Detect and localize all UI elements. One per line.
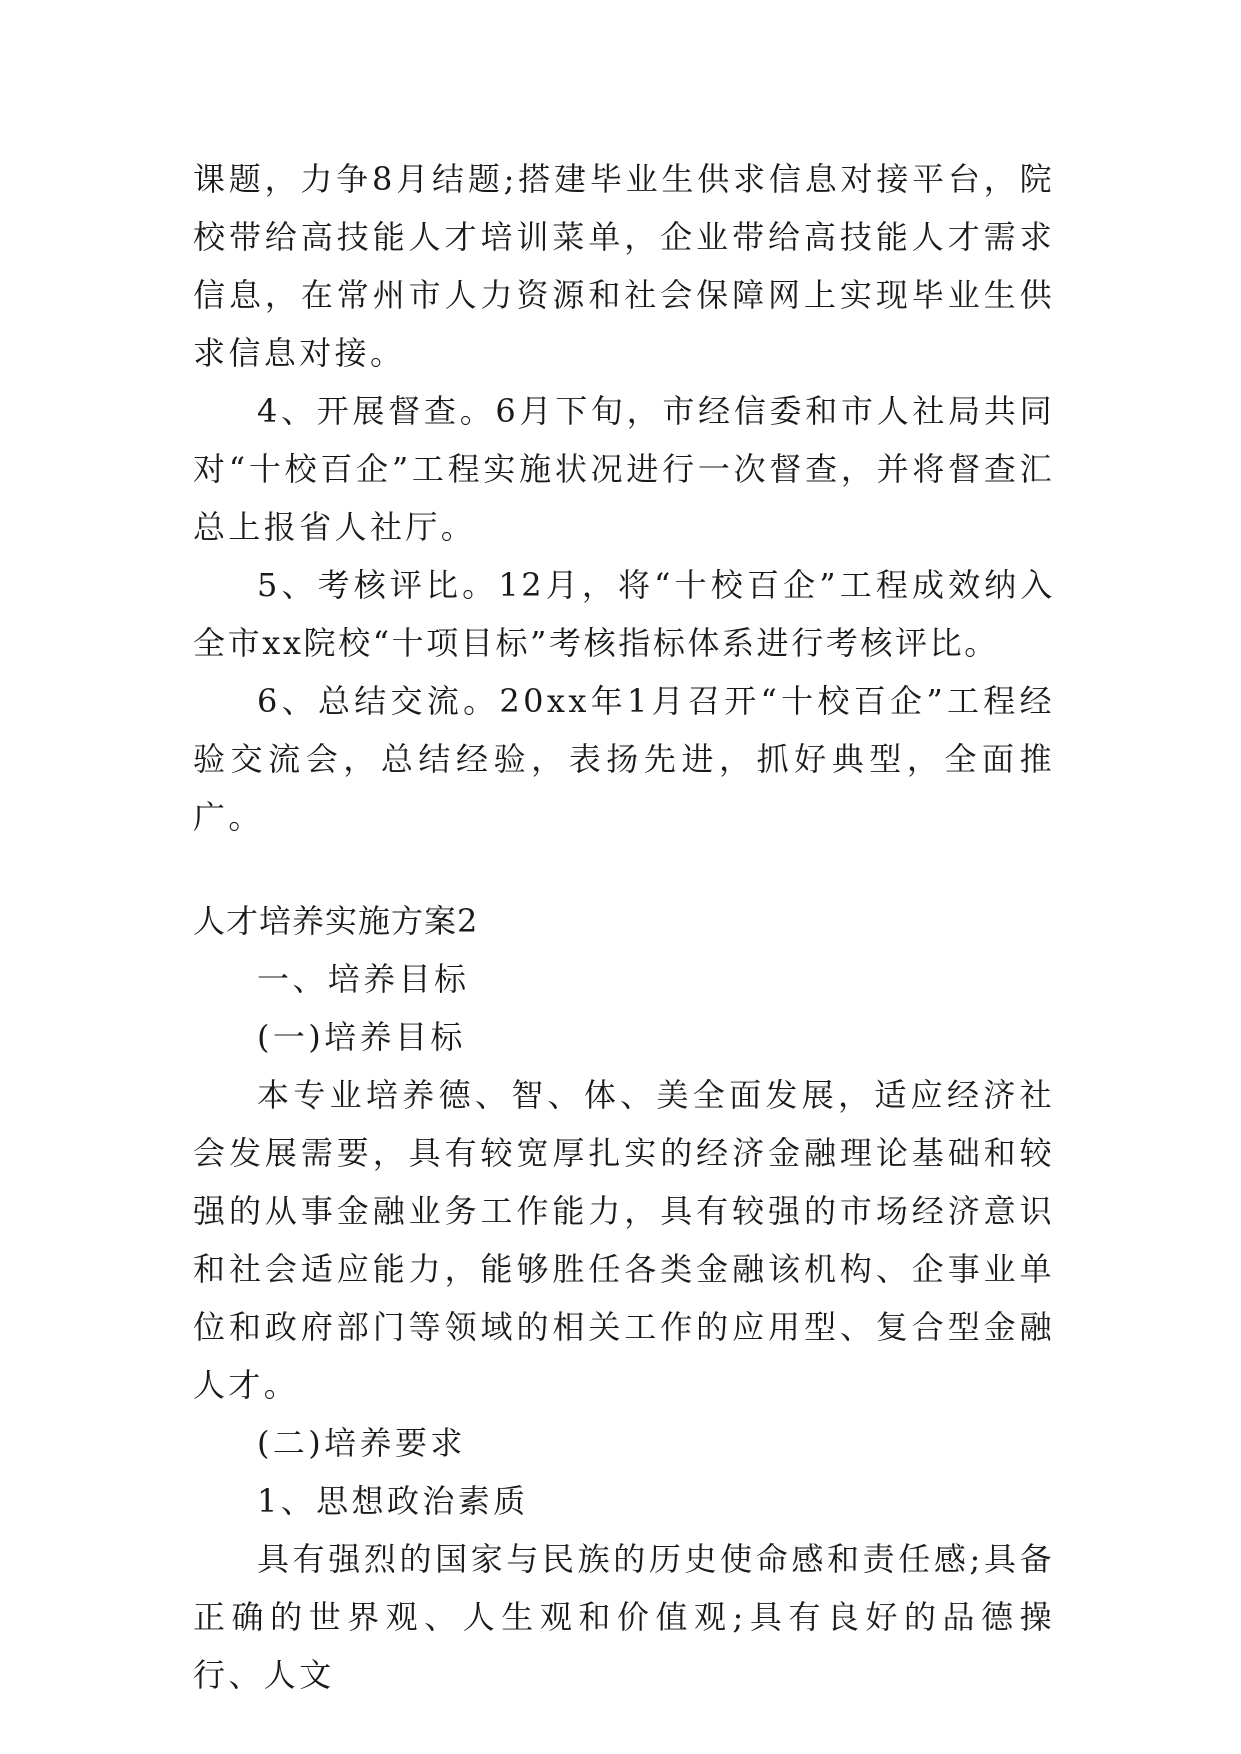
paragraph-training-goals: 本专业培养德、智、体、美全面发展，适应经济社会发展需要，具有较宽厚扎实的经济金融理论基础和较强的从事金融业务工作能力，具有较强的市场经济意识和社会适应能力，能够胜任各类金融该机构、企事业单位和政府部门等领域的相关工作的应用型、复合型金融人才。 (193, 1076, 1055, 1404)
subheading-training-requirements: (二)培养要求 (257, 1424, 466, 1462)
paragraph-topic-continuation: 课题，力争8月结题;搭建毕业生供求信息对接平台，院校带给高技能人才培训菜单，企业带给高技能人才需求信息，在常州市人力资源和社会保障网上实现毕业生供求信息对接。 (193, 160, 1055, 372)
section-title: 人才培养实施方案2 (193, 902, 479, 940)
paragraph-summary: 6、总结交流。20xx年1月召开“十校百企”工程经验交流会，总结经验，表扬先进，抓好典型，全面推广。 (193, 682, 1055, 836)
heading-political-quality: 1、思想政治素质 (257, 1482, 529, 1520)
section-spacer (193, 846, 1055, 892)
paragraph-supervision: 4、开展督查。6月下旬，市经信委和市人社局共同对“十校百企”工程实施状况进行一次督查，并将督查汇总上报省人社厅。 (193, 392, 1055, 546)
document-page (193, 150, 1055, 1704)
paragraph-assessment: 5、考核评比。12月，将“十校百企”工程成效纳入全市xx院校“十项目标”考核指标体系进行考核评比。 (193, 566, 1055, 662)
subheading-training-goals: (一)培养目标 (257, 1018, 466, 1056)
heading-training-goals: 一、培养目标 (257, 960, 470, 998)
paragraph-political-quality: 具有强烈的国家与民族的历史使命感和责任感;具备正确的世界观、人生观和价值观;具有良好的品德操行、人文 (193, 1540, 1055, 1694)
